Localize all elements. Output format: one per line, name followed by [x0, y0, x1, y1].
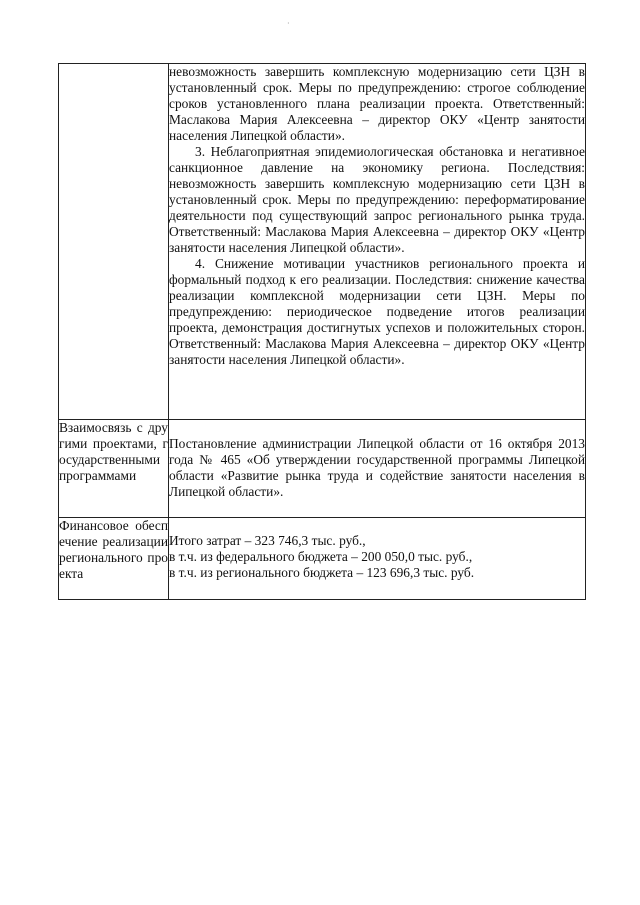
table-row-risks	[59, 64, 586, 420]
finance-label: Финансовое обеспечение реализации регионального проекта	[59, 518, 169, 600]
risk-paragraph-3: 3. Неблагоприятная эпидемиологическая обстановка и негативное санкционное давление на экономику региона. Последствия: невозможность завершить комплексную модернизацию сети ЦЗН в установленный срок. Меры по предупреждению: переформатирование деятельности под существующий запрос регионального рынка труда. Ответственный: Маслакова Мария Алексеевна – директор ОКУ «Центр занятости населения Липецкой области».	[169, 144, 585, 255]
relation-text: Постановление администрации Липецкой области от 16 октября 2013 года № 465 «Об утверждении государственной программы Липецкой области «Развитие рынка труда и содействие занятости населения в Липецкой области».	[169, 436, 585, 499]
risk-paragraph-continued: невозможность завершить комплексную модернизацию сети ЦЗН в установленный срок. Меры по предупреждению: строгое соблюдение сроков установленного плана реализации проекта. Ответственный: Маслакова Мария Алексеевна – директор ОКУ «Центр занятости населения Липецкой области».	[169, 64, 585, 143]
project-passport-table	[58, 63, 586, 600]
finance-total: Итого затрат – 323 746,3 тыс. руб.,	[169, 533, 366, 548]
risks-content-cell	[169, 64, 586, 420]
table-row-relation	[59, 420, 586, 518]
risk-paragraph-4: 4. Снижение мотивации участников регионального проекта и формальный подход к его реализации. Последствия: снижение качества реализации комплексной модернизации сети ЦЗН. Меры по предупреждению: периодическое подведение итогов реализации проекта, демонстрация достигнутых успехов и положительных сторон. Ответственный: Маслакова Мария Алексеевна – директор ОКУ «Центр занятости населения Липецкой области».	[169, 256, 585, 367]
risks-label-cell	[59, 64, 169, 420]
page-mark: ·	[287, 19, 290, 28]
table-row-finance	[59, 518, 586, 600]
finance-text	[169, 533, 585, 581]
relation-content-cell	[169, 420, 586, 518]
finance-content-cell	[169, 518, 586, 600]
relation-label: Взаимосвязь с другими проектами, государственными программами	[59, 420, 169, 518]
finance-regional: в т.ч. из регионального бюджета – 123 696,3 тыс. руб.	[169, 565, 475, 580]
finance-federal: в т.ч. из федерального бюджета – 200 050,0 тыс. руб.,	[169, 549, 473, 564]
